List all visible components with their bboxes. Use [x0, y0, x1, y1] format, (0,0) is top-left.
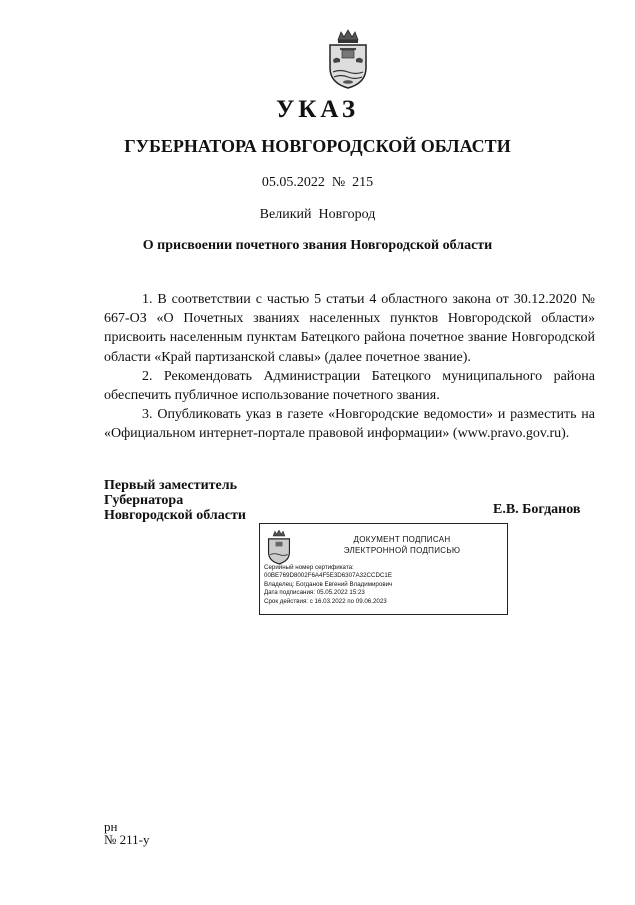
- stamp-coat-of-arms-icon: [265, 529, 293, 565]
- stamp-cert-label: Серийный номер сертификата:: [264, 564, 354, 571]
- city-line: Великий Новгород: [259, 207, 376, 222]
- stamp-header-line: ДОКУМЕНТ ПОДПИСАН: [353, 535, 451, 544]
- footer-initials: рн: [104, 819, 118, 834]
- document-body: [104, 290, 595, 444]
- electronic-signature-stamp: [259, 523, 508, 615]
- footer-number: № 211-у: [104, 832, 150, 847]
- paragraph-2: 2. Рекомендовать Администрации Батецкого муниципального района обеспечить публичное использование почетного звания.: [104, 368, 595, 404]
- stamp-owner: Владелец: Богданов Евгений Владимирович: [264, 580, 393, 588]
- stamp-details: [264, 564, 504, 606]
- coat-of-arms-icon: [325, 28, 371, 90]
- signatory-name: Е.В. Богданов: [493, 502, 581, 517]
- date-number-line: 05.05.2022 № 215: [261, 175, 374, 190]
- stamp-validity: Срок действия: с 16.03.2022 по 09.06.2023: [264, 597, 387, 605]
- footer-note: [104, 820, 150, 846]
- paragraph-3: 3. Опубликовать указ в газете «Новгородские ведомости» и разместить на «Официальном интернет-портале правовой информации» (www.pravo.gov.ru).: [104, 407, 595, 442]
- document-heading: О присвоении почетного звания Новгородской области: [142, 238, 493, 253]
- stamp-cert-serial: 00BE769D8002F6A4F5E3D6307A32CCDC1E: [264, 572, 392, 580]
- stamp-header-line: ЭЛЕКТРОННОЙ ПОДПИСЬЮ: [343, 546, 461, 555]
- signatory-position-line: Новгородской области: [104, 508, 246, 523]
- stamp-signed-date: Дата подписания: 05.05.2022 15:23: [264, 589, 365, 597]
- document-title: УКАЗ: [275, 96, 360, 123]
- stamp-header: [304, 534, 500, 556]
- paragraph-1: 1. В соответствии с частью 5 статьи 4 областного закона от 30.12.2020 № 667-ОЗ «О Почетных званиях населенных пунктов Новгородской области» присвоить населенным пунктам Батецкого района почетное звание Новгородской области «Край партизанской славы» (далее почетное звание).: [104, 292, 595, 365]
- document-subtitle: ГУБЕРНАТОРА НОВГОРОДСКОЙ ОБЛАСТИ: [124, 136, 511, 156]
- signatory-position-line: Первый заместитель: [104, 478, 237, 493]
- signatory-position-line: Губернатора: [104, 493, 184, 508]
- signatory-position: [104, 478, 246, 523]
